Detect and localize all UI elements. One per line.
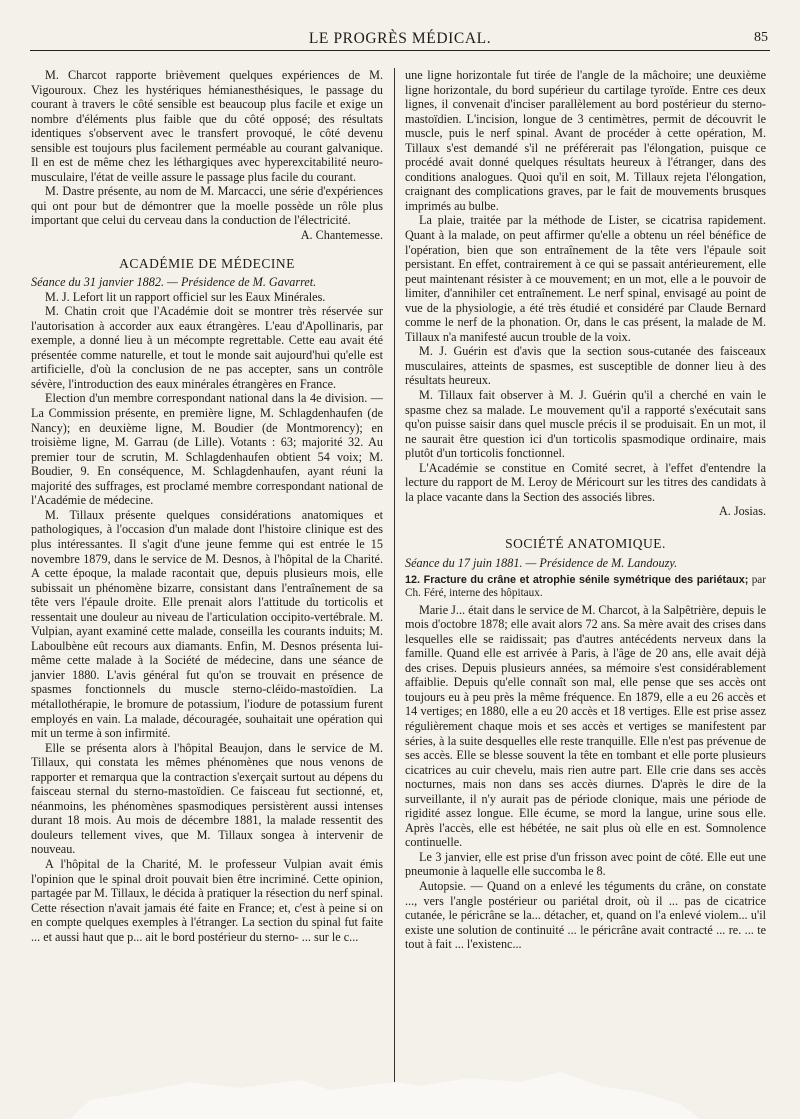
paragraph: Elle se présenta alors à l'hôpital Beaujon, dans le service de M. Tillaux, qui constata les mêmes phénomènes que nous venons de rapporter et remarqua que la contraction s'exerçait surtout au dépens du faisceau sternal du sterno-mastoïdien. Ce faisceau fut sectionné, et, néanmoins, les phénomènes spasmodiques persistèrent aussi intenses durant 18 mois. Au mois de décembre 1881, la malade ressentit des douleurs tellement vives, que M. Tillaux songea à intervenir de nouveau. (31, 740, 383, 857)
paragraph: La plaie, traitée par la méthode de Lister, se cicatrisa rapidement. Quant à la malade, on peut affirmer qu'elle a obtenu un réel bénéfice de l'opération, bien que son entraînement de la tête vers l'épaule soit persistant. En effet, contrairement à ce qui se passait antérieurement, elle peut maintenant résister à ce mouvement; en un mot, elle a le pouvoir de limiter, d'annihiler cet entraînement. Le nerf spinal, envisagé au point de vue de la physiologie, a été très étudié et considéré par Claude Bernard comme le nerf de la phonation. Or, dans le cas présent, la malade de M. Tillaux n'a manifesté aucun trouble de la voix. (405, 213, 766, 344)
column-divider (394, 68, 395, 1100)
page-header (30, 26, 770, 51)
paragraph: une ligne horizontale fut tirée de l'angle de la mâchoire; une deuxième ligne horizontale, du bord supérieur du cartilage tyroïde. Entre ces deux lignes, il convenait d'inciser parallèlement au bord postérieur du sterno-mastoïdien. L'incision, longue de 3 centimètres, permit de découvrit le muscle, puis le nerf spinal. Avant de procéder à cette opération, M. Tillaux s'est demandé s'il ne préférerait pas l'élongation, puisque ce procédé avait donné quelques résultats heureux à l'étranger, dans des conditions analogues. Quoi qu'il en soit, M. Tillaux rejeta l'élongation, craignant des complications graves, par le fait de mouvements brusques imprimés au bulbe. (405, 68, 766, 213)
paragraph: Autopsie. — Quand on a enlevé les téguments du crâne, on constate ..., vers l'angle postérieur ou pariétal droit, où il ... pas de cicatrice cutanée, le péricrâne se la... détacher, et, quand on l'a enlevé violem... u'il existe une solution de continuité ... le péricrâne avait contracté ... re. ... te tout à fait ... l'existenc... (405, 879, 766, 952)
page-number: 85 (754, 30, 768, 45)
right-column (405, 68, 766, 952)
paragraph: M. Charcot rapporte brièvement quelques expériences de M. Vigouroux. Chez les hystériques hémianesthésiques, le passage du courant à travers le côté sensible est beaucoup plus facile et exige un nombre d'éléments plus faible que du côté opposé; des résultats identiques s'observent avec le transfert provoqué, le côté devenu sensible est toujours plus facilement perméable au courant galvanique. Il en est de même chez les léthargiques avec hyperexcitabilité neuro-musculaire, l'état de veille assure le passage plus facile du courant. (31, 68, 383, 184)
paragraph: Election d'un membre correspondant national dans la 4e division. — La Commission présente, en première ligne, M. Schlagdenhaufen (de Nancy); en deuxième ligne, M. Boudier (de Montmorency); en troisième ligne, M. Garrau (de Lille). Votants : 63; majorité 32. Au premier tour de scrutin, M. Schlagdenhaufen obtient 54 voix; M. Boudier, 9. En conséquence, M. Schlagdenhaufen, ayant réuni la majorité des suffrages, est proclamé membre correspondant national de l'Académie de médecine. (31, 391, 383, 508)
paragraph: A l'hôpital de la Charité, M. le professeur Vulpian avait émis l'opinion que le spinal droit pouvait bien être incriminé. Cette opinion, partagée par M. Tillaux, le décida à pratiquer la résection du nerf spinal. Cette résection n'avait jamais été faite en France; et, c'est à peine si on en compte quelques exemples à l'étranger. La section du spinal fut faite ... et aussi haut que p... ait le bord postérieur du sterno- ... sur le c... (31, 856, 383, 944)
seance-line: Séance du 31 janvier 1882. — Présidence de M. Gavarret. (31, 275, 317, 290)
torn-page-corner (0, 1052, 800, 1119)
paragraph: M. Tillaux présente quelques considérations anatomiques et pathologiques, à l'occasion d'un malade dont l'histoire clinique est des plus intéressantes. Il s'agit d'une jeune femme qui est entrée le 15 novembre 1879, dans le service de M. Desnos, à l'hôpital de la Charité. A cette époque, la malade racontait que, depuis plusieurs mois, elle subissait un phénomène bizarre, consistant dans l'entraînement de sa tête vers l'épaule droite. Elle prenait alors l'attitude du torticolis et ressentait une douleur au niveau de l'articulation occipito-vertébrale. M. Vulpian, ayant examiné cette malade, conseilla les courants induits; M. Laboulbène eût recours aux diamants. Enfin, M. Desnos présenta lui-même cette malade à la Société de médecine, dans une séance de janvier 1880. L'avis général fut qu'on se trouvait en présence de spasmes fonctionnels du muscle sterno-cléido-mastoïdien. La métallothérapie, le bromure de potassium, l'iodure de potassium furent employés en vain. La malade, découragée, souhaitait une opération qui mit un terme à son infirmité. (31, 507, 383, 741)
seance-line: Séance du 17 juin 1881. — Présidence de M. Landouzy. (405, 555, 678, 570)
signature: A. Josias. (718, 504, 766, 519)
journal-title: LE PROGRÈS MÉDICAL. (308, 30, 492, 47)
section-title: SOCIÉTÉ ANATOMIQUE. (505, 535, 666, 551)
paragraph: M. Dastre présente, au nom de M. Marcacci, une série d'expériences qui ont pour but de démontrer que la moelle possède un rôle plus important que celui du cerveau dans la conduction de l'électricité. (31, 184, 383, 228)
left-column (31, 68, 383, 944)
paragraph: M. J. Guérin est d'avis que la section sous-cutanée des faisceaux musculaires, atteints de spasmes, est susceptible de donner lieu à des résultats heureux. (405, 344, 766, 388)
paragraph: Marie J... était dans le service de M. Charcot, à la Salpêtrière, depuis le mois d'octobre 1878; elle avait alors 72 ans. Sa mère avait des crises dans lesquelles elle se raidissait; pas d'autres antécédents nerveux dans la famille. Quand elle est arrivée à Paris, à l'âge de 20 ans, elle avait déjà des crises. Depuis plusieurs années, sa mémoire s'est considérablement affaiblie. Depuis qu'elle connaît son mal, elle pense que ses accès ont toujours eu à peu près la même fréquence. En 1879, elle a eu 26 accès et 14 vertiges; en 1880, elle a eu 20 accès et 18 vertiges. Elle est prise assez régulièrement chaque mois et ses accès et vertiges se manifestent par séries, à la suite desquelles elle reste tranquille. Elle n'est pas prévenue de ses accès. Elle se blesse souvent la tête en tombant et elle porte plusieurs cicatrices au cuir chevelu, mais rien autre part. Elle crie dans ses accès nocturnes, mais non dans ses accès diurnes. D'après le dire de la surveillante, il n'y aurait pas de période clonique, mais une période de rigidité assez longue. Elle écume, se mord la langue, urine sous elle. Après l'accès, elle est hébétée, ne sait plus où elle en est. Somnolence continuelle. (405, 602, 766, 850)
paragraph: Le 3 janvier, elle est prise d'un frisson avec point de côté. Elle eut une pneumonie à laquelle elle succomba le 8. (405, 849, 766, 879)
paragraph: M. Chatin croit que l'Académie doit se montrer très réservée sur l'autorisation à accorder aux eaux étrangères. L'eau d'Apollinaris, par exemple, a donné lieu à un mécompte regrettable. Cette eau avait été présentée comme naturelle, et tout le monde sait aujourd'hui qu'elle est artificielle, d'où la conclusion de ne pas accepter, sans un contrôle sévère, l'introduction des eaux minérales étrangères en France. (31, 304, 383, 391)
signature: A. Chantemesse. (300, 228, 383, 243)
paragraph: M. J. Lefort lit un rapport officiel sur les Eaux Minérales. (45, 289, 326, 304)
paragraph: L'Académie se constitue en Comité secret, à l'effet d'entendre la lecture du rapport de M. Leroy de Méricourt sur les titres des candidats à la place vacante dans la Section des associés libres. (405, 460, 766, 504)
section-title: ACADÉMIE DE MÉDECINE (119, 255, 295, 271)
article-heading: 12. Fracture du crâne et atrophie sénile symétrique des pariétaux; par Ch. Féré, interne des hôpitaux. (405, 574, 766, 599)
paragraph: M. Tillaux fait observer à M. J. Guérin qu'il a cherché en vain le spasme chez sa malade. Le mouvement qu'il a rapporté s'exécutait sans qu'on puisse saisir dans quel muscle précis il se produisait. En un mot, il ne saurait être question ici d'un torticolis spasmodique ordinaire, mais plutôt d'un torticolis fonctionnel. (405, 388, 766, 461)
